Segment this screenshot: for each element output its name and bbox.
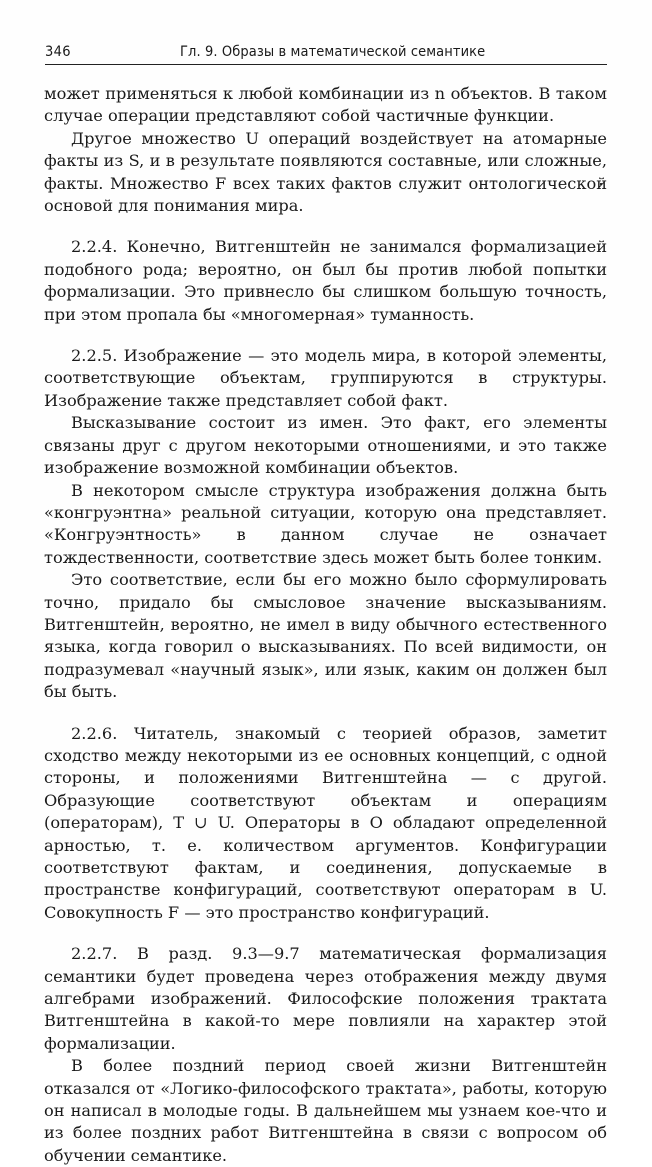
section-2-2-5: 2.2.5. Изображение — это модель мира, в которой элементы, соответствующие объектам, группируются в структуры. Изображение также представляет собой факт. [44, 346, 607, 410]
paragraph-continuation: может применяться к любой комбинации из n объектов. В таком случае операции представляют собой частичные функции. [44, 84, 607, 126]
header-rule [45, 64, 607, 65]
section-2-2-7: 2.2.7. В разд. 9.3—9.7 математическая формализация семантики будет проведена через отображения между двумя алгебрами изображений. Философские положения трактата Витгенштейна в какой-то мере повлияли на характер этой формализации. [44, 944, 607, 1053]
page-header [45, 40, 607, 64]
body-text [44, 83, 607, 1167]
page-number: 346 [45, 44, 71, 60]
paragraph-operations-u: Другое множество U операций воздействует на атомарные факты из S, и в результате появляются составные, или сложные, факты. Множество F всех таких фактов служит онтологической основой для понимания мира. [44, 128, 607, 216]
paragraph-congruence: В некотором смысле структура изображения должна быть «конгруэнтна» реальной ситуации, которую она представляет. «Конгруэнтность» в данном случае не означает тождественности, соответствие здесь может быть более тонким. [44, 480, 607, 567]
paragraph-statement: Высказывание состоит из имен. Это факт, его элементы связаны друг с другом некоторыми отношениями, и это также изображение возможной комбинации объектов. [44, 413, 607, 478]
section-2-2-6: 2.2.6. Читатель, знакомый с теорией образов, заметит сходство между некоторыми из ее основных концепций, с одной стороны, и положениями Витгенштейна — с другой. Образующие соответствуют объектам и операциям (операторам), T ∪ U. Операторы в O обладают определенной арностью, т. е. количеством аргументов. Конфигурации соответствуют фактам, и соединения, допускаемые в пространстве конфигураций, соответствуют операторам в U. Совокупность F — это пространство конфигураций. [44, 723, 607, 922]
section-2-2-4: 2.2.4. Конечно, Витгенштейн не занимался формализацией подобного рода; вероятно, он был бы против любой попытки формализации. Это привнесло бы слишком большую точность, при этом пропала бы «многомерная» туманность. [44, 237, 607, 324]
paragraph-correspondence: Это соответствие, если бы его можно было сформулировать точно, придало бы смысловое значение высказываниям. Витгенштейн, вероятно, не имел в виду обычного естественного языка, когда говорил о высказываниях. По всей видимости, он подразумевал «научный язык», или язык, каким он должен был бы быть. [44, 570, 607, 702]
paragraph-later-period: В более поздний период своей жизни Витгенштейн отказался от «Логико-философского трактата», работы, которую он написал в молодые годы. В дальнейшем мы узнаем кое-что и из более поздних работ Витгенштейна в связи с вопросом об обучении семантике. [44, 1056, 607, 1165]
running-head: Гл. 9. Образы в математической семантике [180, 44, 486, 60]
